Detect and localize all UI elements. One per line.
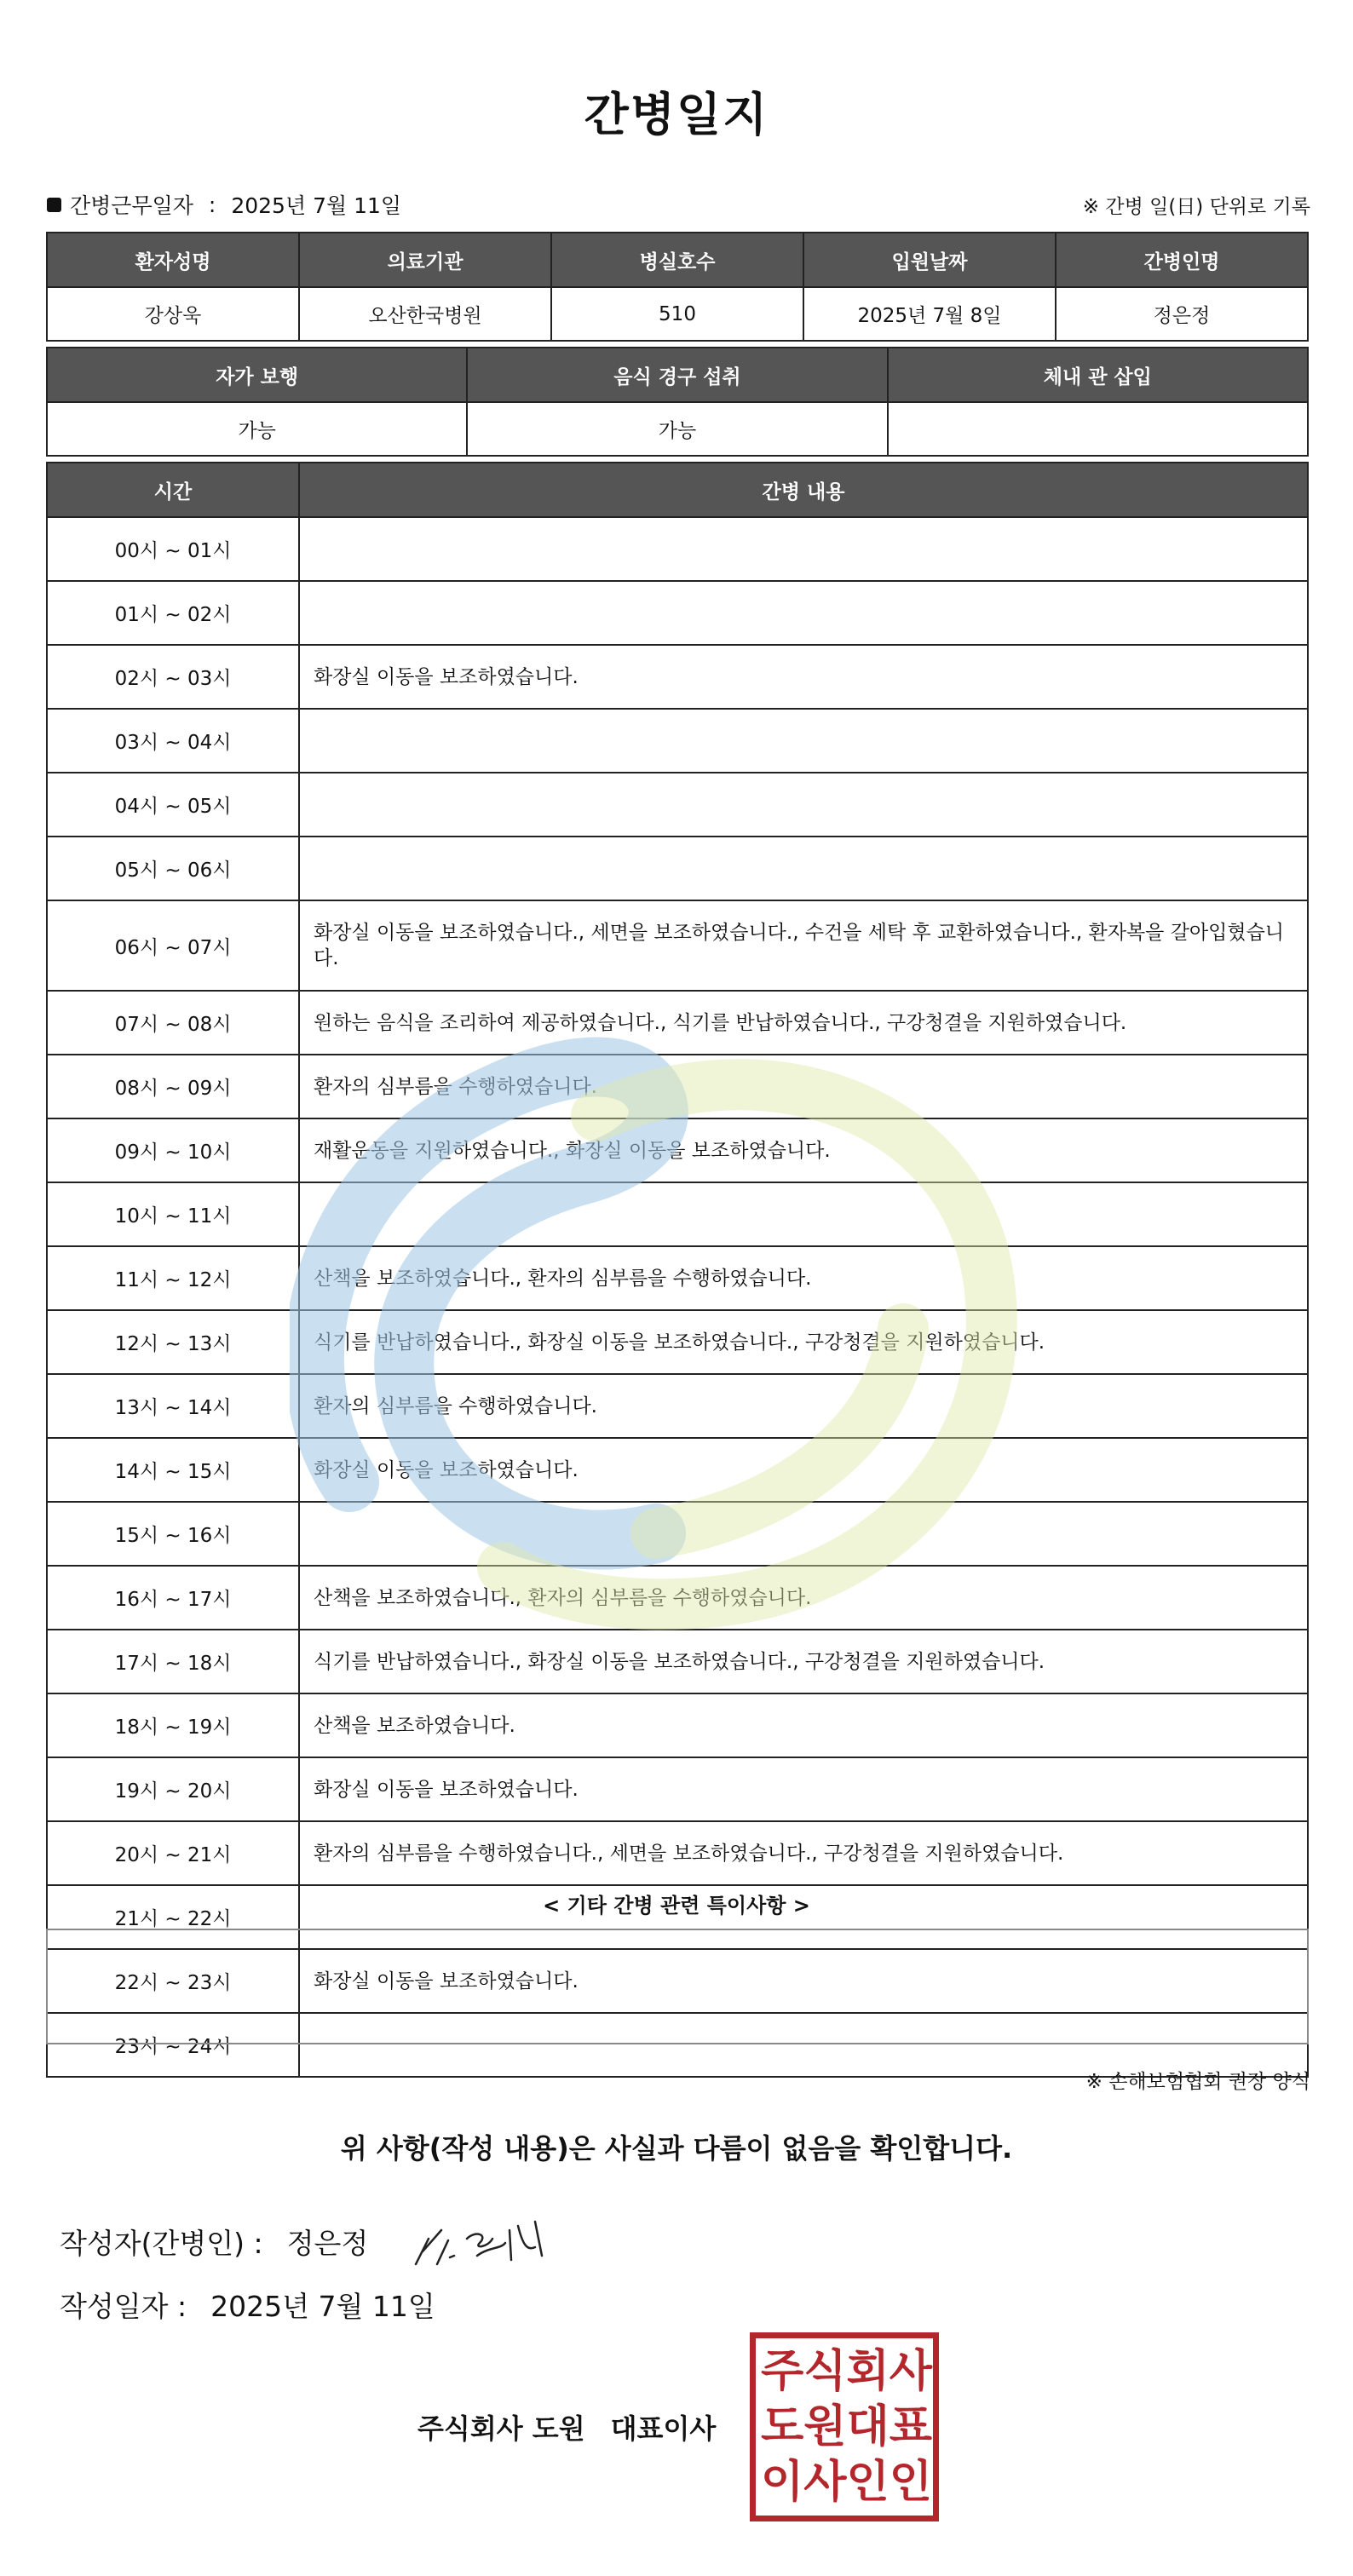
time-slot: 14시 ~ 15시 xyxy=(47,1438,299,1502)
care-content: 산책을 보조하였습니다. xyxy=(299,1693,1308,1757)
timeline-row xyxy=(47,1055,1308,1118)
status-header-cell: 체내 관 삽입 xyxy=(888,348,1308,402)
timeline-row xyxy=(47,1630,1308,1693)
timeline-row xyxy=(47,1246,1308,1310)
seal-character: 사 xyxy=(889,2345,932,2397)
time-slot: 00시 ~ 01시 xyxy=(47,517,299,581)
care-content: 산책을 보조하였습니다., 환자의 심부름을 수행하였습니다. xyxy=(299,1246,1308,1310)
care-content: 식기를 반납하였습니다., 화장실 이동을 보조하였습니다., 구강청결을 지원하였습니다. xyxy=(299,1630,1308,1693)
care-content: 화장실 이동을 보조하였습니다. xyxy=(299,1949,1308,2013)
time-slot: 10시 ~ 11시 xyxy=(47,1182,299,1246)
time-slot: 03시 ~ 04시 xyxy=(47,709,299,773)
writer-name: 정은정 xyxy=(286,2227,369,2260)
timeline-row xyxy=(47,1310,1308,1374)
seal-character: 인 xyxy=(889,2457,932,2509)
timeline-row xyxy=(47,1182,1308,1246)
bullet-square-icon xyxy=(47,198,61,212)
written-date-label: 작성일자 : xyxy=(60,2290,187,2323)
seal-character: 도 xyxy=(761,2401,804,2452)
oral-intake-status: 가능 xyxy=(467,402,887,456)
company-seal-stamp xyxy=(750,2332,939,2521)
time-slot: 13시 ~ 14시 xyxy=(47,1374,299,1438)
admission-date: 2025년 7월 8일 xyxy=(803,287,1056,341)
time-slot: 17시 ~ 18시 xyxy=(47,1630,299,1693)
time-slot: 07시 ~ 08시 xyxy=(47,991,299,1055)
care-content: 환자의 심부름을 수행하였습니다., 세면을 보조하였습니다., 구강청결을 지원하였습니다. xyxy=(299,1821,1308,1885)
seal-character: 주 xyxy=(761,2345,804,2397)
info-header-cell: 간병인명 xyxy=(1056,233,1308,287)
seal-character: 원 xyxy=(803,2401,847,2452)
form-source-note: ※ 손해보험협회 권장 양식 xyxy=(1085,2071,1310,2093)
special-notes-box xyxy=(46,1929,1309,2044)
timeline-row xyxy=(47,709,1308,773)
timeline-row xyxy=(47,837,1308,900)
timeline-row xyxy=(47,1118,1308,1182)
time-slot: 11시 ~ 12시 xyxy=(47,1246,299,1310)
timeline-row xyxy=(47,773,1308,837)
care-content: 산책을 보조하였습니다., 환자의 심부름을 수행하였습니다. xyxy=(299,1566,1308,1630)
time-slot: 02시 ~ 03시 xyxy=(47,645,299,709)
page-title: 간병일지 xyxy=(584,88,769,141)
care-content xyxy=(299,581,1308,645)
seal-character: 식 xyxy=(803,2345,847,2397)
timeline-row xyxy=(47,1374,1308,1438)
timeline-row xyxy=(47,900,1308,991)
time-slot: 19시 ~ 20시 xyxy=(47,1757,299,1821)
timeline-row xyxy=(47,581,1308,645)
room-number: 510 xyxy=(551,287,803,341)
written-date-row xyxy=(60,2285,435,2325)
patient-info-table xyxy=(46,232,1309,342)
timeline-header-row xyxy=(47,463,1308,517)
company-name: 주식회사 도원 xyxy=(417,2412,585,2445)
handwritten-signature-icon xyxy=(407,2205,552,2281)
care-content xyxy=(299,517,1308,581)
time-slot: 21시 ~ 22시 xyxy=(47,1885,299,1949)
timeline-row xyxy=(47,645,1308,709)
care-content: 환자의 심부름을 수행하였습니다. xyxy=(299,1055,1308,1118)
timeline-row xyxy=(47,1438,1308,1502)
seal-character: 인 xyxy=(846,2457,890,2509)
timeline-row xyxy=(47,991,1308,1055)
company-representative-title: 대표이사 xyxy=(610,2412,717,2445)
company-signature-line xyxy=(417,2407,716,2447)
info-value-row xyxy=(47,287,1308,341)
timeline-row xyxy=(47,1502,1308,1566)
care-content: 화장실 이동을 보조하였습니다. xyxy=(299,1757,1308,1821)
care-content: 환자의 심부름을 수행하였습니다. xyxy=(299,1374,1308,1438)
daily-record-note: ※ 간병 일(日) 단위로 기록 xyxy=(1082,196,1310,218)
time-slot: 18시 ~ 19시 xyxy=(47,1693,299,1757)
time-slot: 22시 ~ 23시 xyxy=(47,1949,299,2013)
care-content: 재활운동을 지원하였습니다., 화장실 이동을 보조하였습니다. xyxy=(299,1118,1308,1182)
time-header: 시간 xyxy=(47,463,299,517)
status-header-cell: 자가 보행 xyxy=(47,348,467,402)
patient-name: 강상욱 xyxy=(47,287,299,341)
timeline-row xyxy=(47,1566,1308,1630)
time-slot: 20시 ~ 21시 xyxy=(47,1821,299,1885)
timeline-row xyxy=(47,517,1308,581)
timeline-row xyxy=(47,1693,1308,1757)
timeline-row xyxy=(47,1821,1308,1885)
time-slot: 08시 ~ 09시 xyxy=(47,1055,299,1118)
time-slot: 15시 ~ 16시 xyxy=(47,1502,299,1566)
time-slot: 01시 ~ 02시 xyxy=(47,581,299,645)
care-content: 화장실 이동을 보조하였습니다. xyxy=(299,1438,1308,1502)
care-content xyxy=(299,1182,1308,1246)
care-content xyxy=(299,773,1308,837)
time-slot: 09시 ~ 10시 xyxy=(47,1118,299,1182)
content-header: 간병 내용 xyxy=(299,463,1308,517)
info-header-cell: 입원날짜 xyxy=(803,233,1056,287)
info-header-cell: 병실호수 xyxy=(551,233,803,287)
seal-character: 대 xyxy=(846,2401,890,2452)
time-slot: 16시 ~ 17시 xyxy=(47,1566,299,1630)
info-header-cell: 의료기관 xyxy=(299,233,551,287)
care-content xyxy=(299,837,1308,900)
time-slot: 23시 ~ 24시 xyxy=(47,2013,299,2077)
seal-character: 이 xyxy=(761,2457,804,2509)
info-header-row xyxy=(47,233,1308,287)
caregiver-name: 정은정 xyxy=(1056,287,1308,341)
medical-institution: 오산한국병원 xyxy=(299,287,551,341)
work-date-value: 2025년 7월 11일 xyxy=(231,193,402,218)
status-header-cell: 음식 경구 섭취 xyxy=(467,348,887,402)
time-slot: 05시 ~ 06시 xyxy=(47,837,299,900)
status-value-row xyxy=(47,402,1308,456)
care-content xyxy=(299,709,1308,773)
self-walking-status: 가능 xyxy=(47,402,467,456)
work-date-line xyxy=(47,189,401,220)
info-header-cell: 환자성명 xyxy=(47,233,299,287)
written-date-value: 2025년 7월 11일 xyxy=(210,2290,435,2323)
work-date-separator: : xyxy=(208,192,216,217)
care-content: 원하는 음식을 조리하여 제공하였습니다., 식기를 반납하였습니다., 구강청결을 지원하였습니다. xyxy=(299,991,1308,1055)
tube-insertion-status xyxy=(888,402,1308,456)
time-slot: 06시 ~ 07시 xyxy=(47,900,299,991)
seal-character: 표 xyxy=(889,2401,932,2452)
timeline-row xyxy=(47,1757,1308,1821)
care-content: 식기를 반납하였습니다., 화장실 이동을 보조하였습니다., 구강청결을 지원하였습니다. xyxy=(299,1310,1308,1374)
time-slot: 12시 ~ 13시 xyxy=(47,1310,299,1374)
seal-character: 회 xyxy=(846,2345,890,2397)
writer-row xyxy=(60,2222,368,2262)
care-content: 화장실 이동을 보조하였습니다. xyxy=(299,645,1308,709)
writer-label: 작성자(간병인) : xyxy=(60,2227,263,2260)
care-timeline-table xyxy=(46,462,1309,2078)
patient-status-table xyxy=(46,347,1309,457)
time-slot: 04시 ~ 05시 xyxy=(47,773,299,837)
status-header-row xyxy=(47,348,1308,402)
care-content: 화장실 이동을 보조하였습니다., 세면을 보조하였습니다., 수건을 세탁 후 교환하였습니다., 환자복을 갈아입혔습니다. xyxy=(299,900,1308,991)
seal-character: 사 xyxy=(803,2457,847,2509)
work-date-label: 간병근무일자 xyxy=(70,193,193,218)
care-content xyxy=(299,1502,1308,1566)
confirmation-statement: 위 사항(작성 내용)은 사실과 다름이 없음을 확인합니다. xyxy=(340,2132,1013,2165)
notes-title: < 기타 간병 관련 특이사항 > xyxy=(543,1894,810,1918)
